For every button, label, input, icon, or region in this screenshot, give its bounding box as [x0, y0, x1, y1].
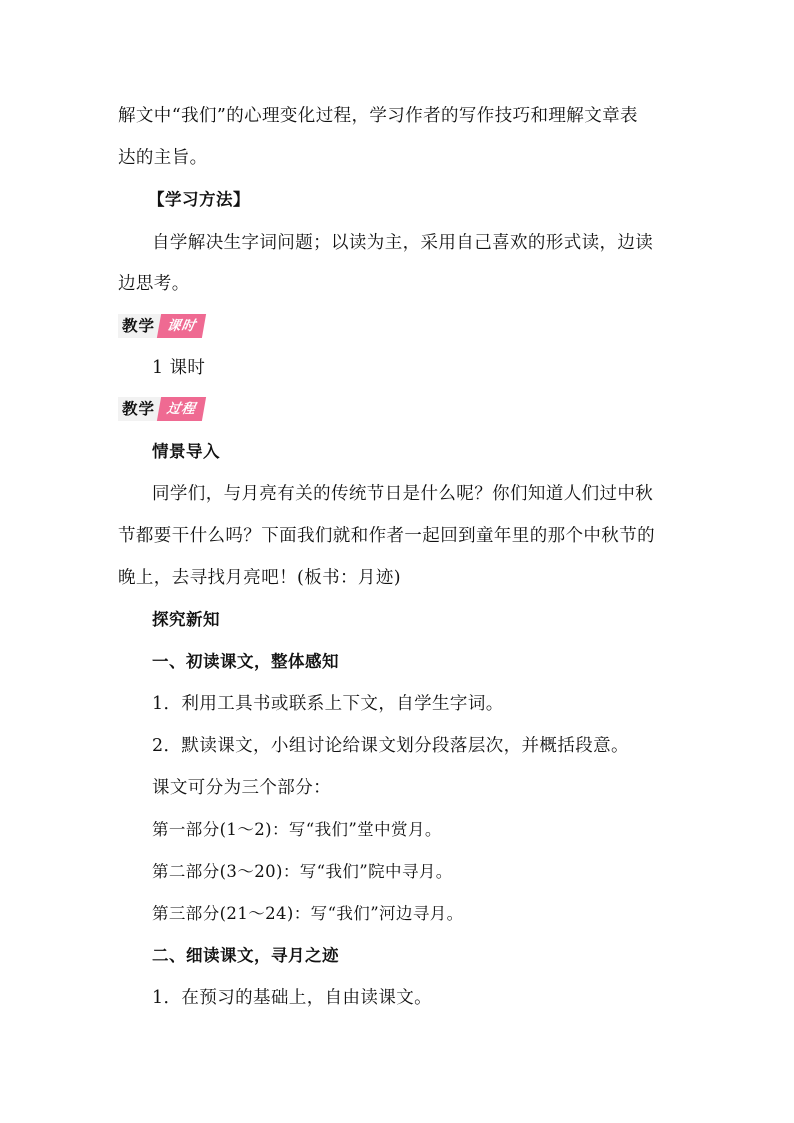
hours-text: 1 课时: [152, 358, 206, 378]
explore-heading: 探究新知: [152, 610, 220, 629]
parts-intro: 课文可分为三个部分：: [152, 778, 331, 798]
step-item: 1．利用工具书或联系上下文，自学生字词。: [152, 694, 504, 714]
teaching-hours-badge: [118, 314, 204, 338]
paragraph-line: 边思考。: [118, 274, 190, 294]
paragraph-line: 解文中“我们”的心理变化过程，学习作者的写作技巧和理解文章表: [118, 106, 638, 126]
badge-tag: 过程: [157, 397, 206, 421]
paragraph-line: 达的主旨。: [118, 148, 208, 168]
part-item: 第一部分(1～2)：写“我们”堂中赏月。: [152, 820, 442, 839]
part-item: 第三部分(21～24)：写“我们”河边寻月。: [152, 904, 464, 923]
badge-label: 教学: [118, 397, 161, 421]
badge-label: 教学: [118, 314, 161, 338]
step-item: 1．在预习的基础上，自由读课文。: [152, 988, 433, 1008]
part-item: 第二部分(3～20)：写“我们”院中寻月。: [152, 862, 453, 881]
learning-method-heading: 【学习方法】: [148, 190, 250, 209]
paragraph-line: 节都要干什么吗？下面我们就和作者一起回到童年里的那个中秋节的: [118, 526, 655, 546]
badge-tag: 课时: [157, 314, 206, 338]
paragraph-line: 同学们，与月亮有关的传统节日是什么呢？你们知道人们过中秋: [152, 484, 654, 504]
intro-heading: 情景导入: [152, 442, 220, 461]
paragraph-line: 自学解决生字词问题；以读为主，采用自己喜欢的形式读，边读: [152, 233, 654, 253]
teaching-process-badge: [118, 397, 204, 421]
section-heading: 一、初读课文，整体感知: [152, 652, 339, 671]
paragraph-line: 晚上，去寻找月亮吧！(板书：月迹): [118, 568, 401, 588]
step-item: 2．默读课文，小组讨论给课文划分段落层次，并概括段意。: [152, 736, 629, 756]
section-heading: 二、细读课文，寻月之迹: [152, 946, 339, 965]
